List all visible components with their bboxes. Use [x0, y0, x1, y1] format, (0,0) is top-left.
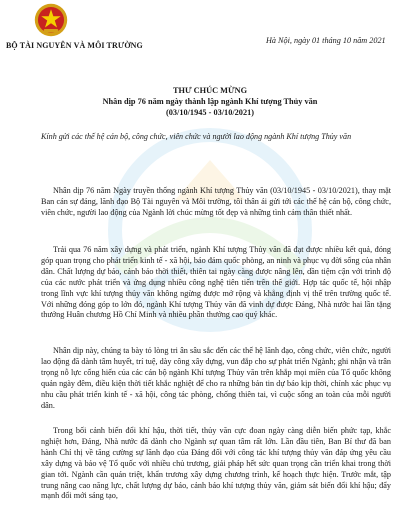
- paragraph-4: Trong bối cảnh biến đổi khí hậu, thời tiết, thủy văn cực đoan ngày càng diễn biến phức tạp, khắc nghiệt hơn, Đảng, Nhà nước đã dành cho Ngành sự quan tâm rất lớn. Lần đầu tiên, Ban Bí thư đã ban hành Chỉ thị về tăng cường sự lãnh đạo của Đảng đối với công tác khí tượng thủy văn đáp ứng yêu cầu xây dựng và bảo vệ Tổ quốc với nhiều chủ trương, giải pháp hết sức quan trọng cần triển khai trong thời gian tới. Ngành cần quán triệt, khẩn trương xây dựng chương trình, kế hoạch thực hiện. Trước mắt, tập trung nâng cao năng lực, chất lượng dự báo, cảnh báo khí tượng thủy văn, giám sát biến đổi khí hậu; đẩy mạnh đổi mới sáng tạo,: [41, 426, 391, 501]
- paragraph-3: Nhân dịp này, chúng ta bày tỏ lòng tri ân sâu sắc đến các thế hệ lãnh đạo, công chức, viên chức, người lao động đã dành tâm huyết, trí tuệ, dày công xây dựng, vun đắp cho sự phát triển Ngành; ghi nhận và trân trọng nỗ lực cống hiến của các cán bộ ngành Khí tượng Thủy văn trên khắp mọi miền của Tổ quốc không quản ngày đêm, điều kiện thời tiết khắc nghiệt để cho ra những bản tin dự báo kịp thời, chính xác phục vụ nhu cầu phát triển kinh tế - xã hội, công tác phòng, chống thiên tai, vì cuộc sống an toàn của mỗi người dân.: [41, 346, 391, 410]
- place-date: Hà Nội, ngày 01 tháng 10 năm 2021: [266, 36, 386, 45]
- salutation: Kính gửi các thế hệ cán bộ, công chức, viên chức và người lao động ngành Khí tượng Thủy văn: [41, 132, 352, 141]
- letter-date-range: (03/10/1945 - 03/10/2021): [165, 108, 255, 117]
- letter-title: THƯ CHÚC MỪNG: [172, 86, 248, 95]
- agency-name: BỘ TÀI NGUYÊN VÀ MÔI TRƯỜNG: [6, 41, 143, 50]
- paragraph-2: Trải qua 76 năm xây dựng và phát triển, ngành Khí tượng Thủy văn đã đạt được nhiều kết quả, đóng góp quan trọng cho phát triển kinh tế - xã hội, bảo đảm quốc phòng, an ninh và phục vụ đời sống của nhân dân. Chất lượng dự báo, cảnh báo thời thiết, thiên tai ngày càng được nâng lên, dần tiệm cận với trình độ của các nước phát triển và ứng dụng nhiều công nghệ tiên tiến trên thế giới. Hợp tác quốc tế, hội nhập trong lĩnh vực khí tượng thủy văn không ngừng được mở rộng và khẳng định vị thế trên trường quốc tế. Với những đóng góp to lớn đó, ngành Khí tượng Thủy văn đã vinh dự được Đảng, Nhà nước hai lần tặng thưởng Huân chương Hồ Chí Minh và nhiều phần thưởng cao quý khác.: [41, 245, 391, 320]
- letter-subtitle: Nhân dịp 76 năm ngày thành lập ngành Khí tượng Thủy văn: [102, 97, 318, 106]
- national-emblem-icon: [33, 2, 69, 38]
- paragraph-1: Nhân dịp 76 năm Ngày truyền thống ngành Khí tượng Thủy văn (03/10/1945 - 03/10/2021), thay mặt Ban cán sự đảng, lãnh đạo Bộ Tài nguyên và Môi trường, tôi thân ái gửi tới các thế hệ cán bộ, công chức, viên chức, người lao động của Ngành lời chúc mừng tốt đẹp và những tình cảm thân thiết nhất.: [41, 186, 391, 217]
